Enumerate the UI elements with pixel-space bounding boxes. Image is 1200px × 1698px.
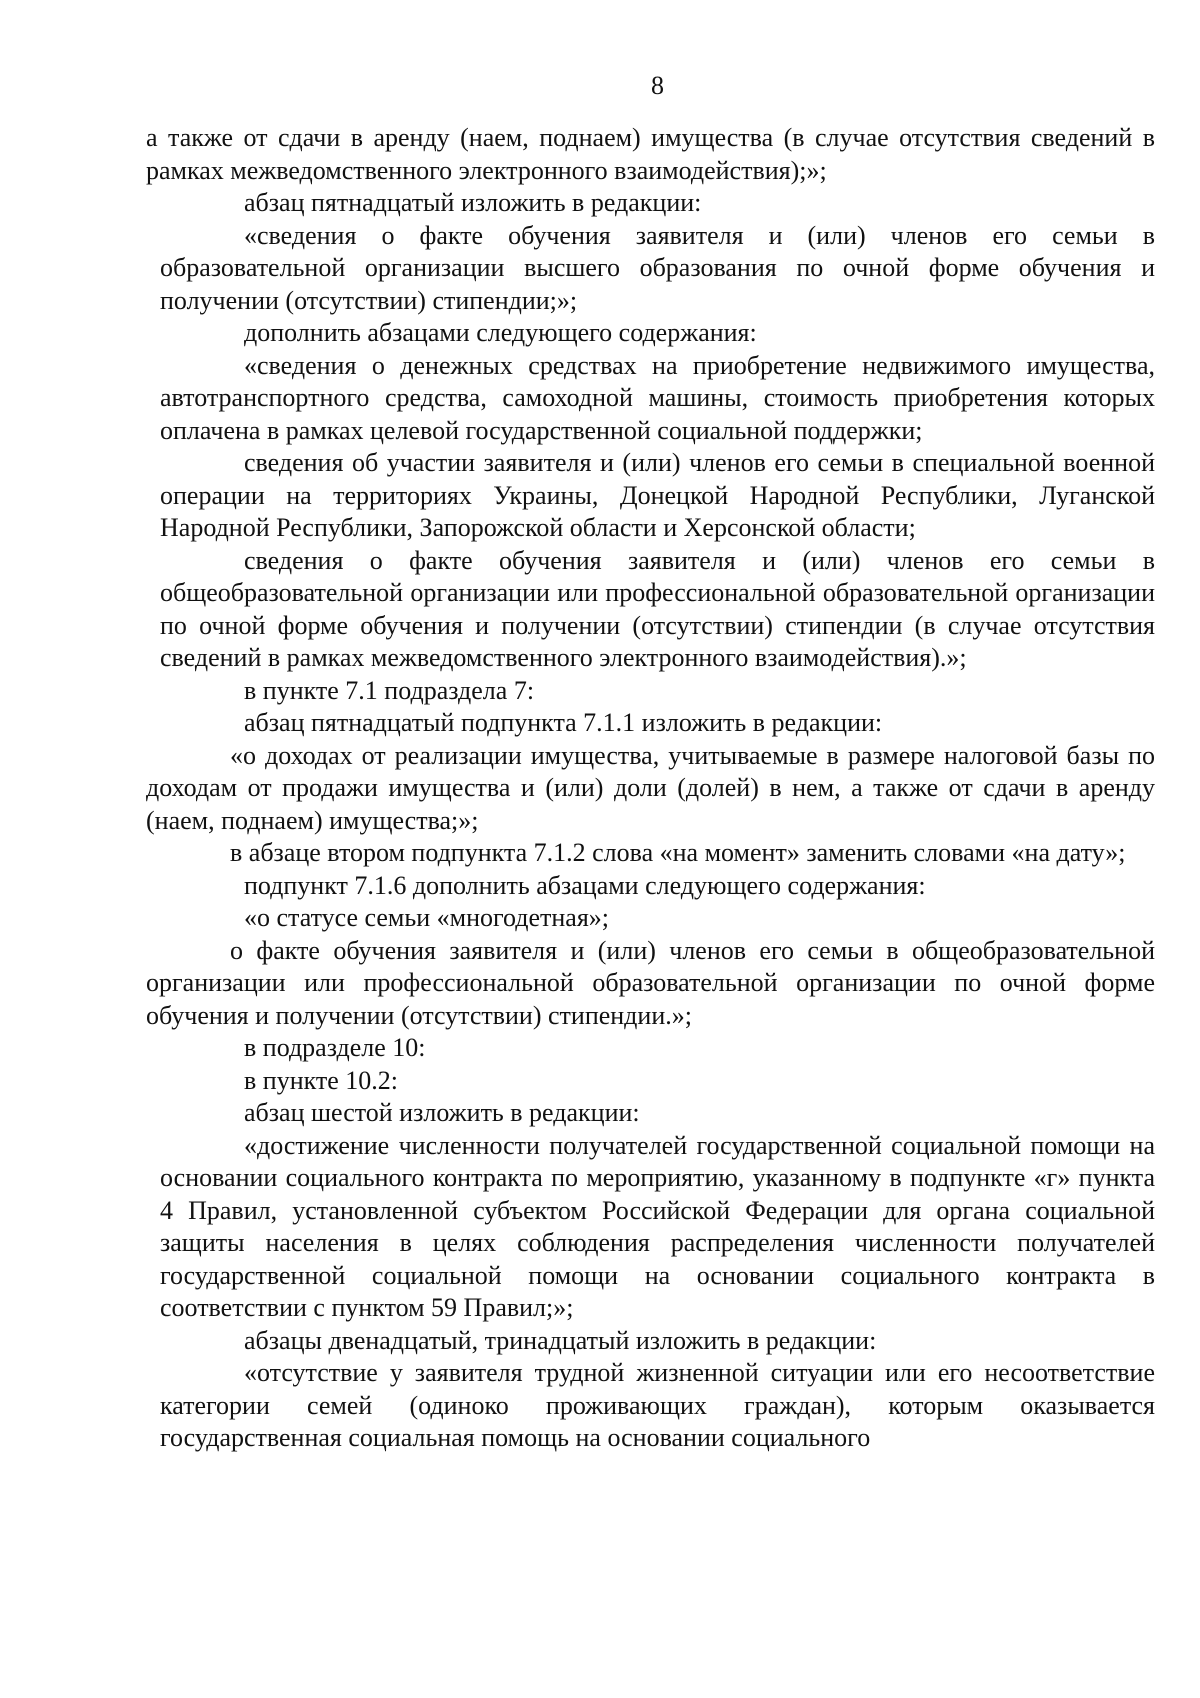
- paragraph: «достижение численности получателей государственной социальной помощи на основании социального контракта по мероприятию, указанному в подпункте «г» пункта 4 Правил, установленной субъектом Российской Федерации для органа социальной защиты населения в целях соблюдения распределения численности получателей государственной социальной помощи на основании социального контракта в соответствии с пунктом 59 Правил;»;: [160, 1130, 1155, 1322]
- paragraph: «сведения о денежных средствах на приобретение недвижимого имущества, автотранспортного средства, самоходной машины, стоимость приобретения которых оплачена в рамках целевой государственной социальной поддержки;: [160, 350, 1155, 445]
- paragraph: абзац пятнадцатый изложить в редакции:: [244, 188, 702, 217]
- paragraph: дополнить абзацами следующего содержания:: [244, 318, 757, 347]
- paragraph: а также от сдачи в аренду (наем, поднаем) имущества (в случае отсутствия сведений в рамках межведомственного электронного взаимодействия);»;: [146, 123, 1155, 185]
- paragraph: абзацы двенадцатый, тринадцатый изложить в редакции:: [244, 1325, 877, 1355]
- paragraph: «о доходах от реализации имущества, учитываемые в размере налоговой базы по доходам от продажи имущества и (или) доли (долей) в нем, а также от сдачи в аренду (наем, поднаем) имущества;»;: [146, 740, 1155, 835]
- paragraph: сведения об участии заявителя и (или) членов его семьи в специальной военной операции на территориях Украины, Донецкой Народной Республики, Луганской Народной Республики, Запорожской области и Херсонской области;: [160, 448, 1155, 542]
- paragraph: подпункт 7.1.6 дополнить абзацами следующего содержания:: [244, 870, 926, 900]
- paragraph: в абзаце втором подпункта 7.1.2 слова «на момент» заменить словами «на дату»;: [230, 838, 1126, 867]
- paragraph: в пункте 7.1 подраздела 7:: [244, 675, 535, 705]
- page-number: 8: [651, 71, 664, 100]
- paragraph: о факте обучения заявителя и (или) членов его семьи в общеобразовательной организации или профессиональной образовательной организации по очной форме обучения и получении (отсутствии) стипендии.»;: [146, 935, 1155, 1030]
- paragraph: абзац шестой изложить в редакции:: [244, 1098, 640, 1127]
- paragraph: сведения о факте обучения заявителя и (или) членов его семьи в общеобразовательной организации или профессиональной образовательной организации по очной форме обучения и получении (отсутствии) стипендии (в случае отсутствия сведений в рамках межведомственного электронного взаимодействия).»;: [160, 545, 1155, 672]
- paragraph: «отсутствие у заявителя трудной жизненной ситуации или его несоответствие категории семей (одиноко проживающих граждан), которым оказывается государственная социальная помощь на основании социального: [160, 1358, 1155, 1452]
- paragraph: в подразделе 10:: [244, 1033, 426, 1062]
- paragraph: «сведения о факте обучения заявителя и (или) членов его семьи в образовательной организации высшего образования по очной форме обучения и получении (отсутствии) стипендии;»;: [160, 220, 1155, 315]
- paragraph: «о статусе семьи «многодетная»;: [244, 903, 610, 932]
- paragraph: абзац пятнадцатый подпункта 7.1.1 изложить в редакции:: [244, 708, 883, 737]
- paragraph: в пункте 10.2:: [244, 1065, 399, 1095]
- document-body: [146, 122, 1155, 1455]
